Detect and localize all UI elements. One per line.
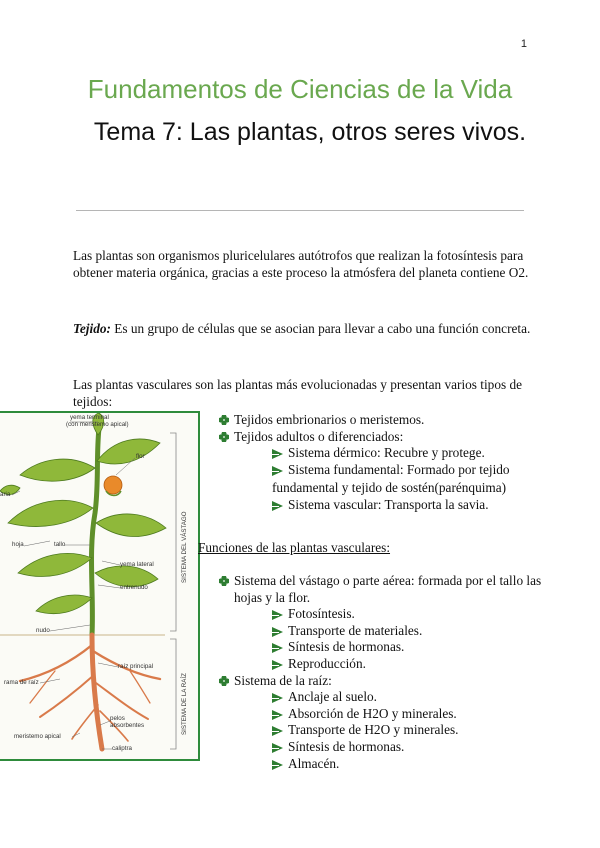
label-raiz-principal: raíz principal (118, 663, 154, 670)
label-absorbentes: absorbentes (110, 722, 145, 729)
title-divider (76, 210, 524, 211)
list-item-raiz: Sistema de la raíz: (216, 673, 546, 690)
tejido-definition (73, 320, 543, 337)
label-flor: flor (136, 453, 145, 460)
tejido-term: Tejido: (73, 321, 111, 336)
list-item-adultos: Tejidos adultos o diferenciados: (216, 429, 556, 446)
intro-paragraph: Las plantas son organismos pluricelulares autótrofos que realizan la fotosíntesis para obtener materia orgánica, gracias a este proceso la atmósfera del planeta contiene O2. (73, 248, 529, 280)
list-item-embrionarios: Tejidos embrionarios o meristemos. (216, 412, 556, 429)
list-item-sintesis-hormonas-2: Síntesis de hormonas. (216, 739, 546, 756)
label-yema-lateral: yema lateral (120, 561, 154, 568)
list-item-reproduccion: Reproducción. (216, 656, 546, 673)
list-item-vascular: Sistema vascular: Transporta la savia. (216, 497, 556, 514)
list-item-absorcion: Absorción de H2O y minerales. (216, 706, 546, 723)
vascular-intro: Las plantas vasculares son las plantas más evolucionadas y presentan varios tipos de tejidos: (73, 377, 523, 409)
label-yema-terminal: yema terminal (70, 414, 109, 421)
functions-heading: Funciones de las plantas vasculares: (198, 540, 391, 555)
label-sistema-vastago: SISTEMA DEL VÁSTAGO (181, 511, 188, 583)
list-item-fundamental: Sistema fundamental: Formado por tejido (216, 462, 556, 479)
plant-illustration (0, 413, 198, 759)
vastago-text: Sistema del vástago o parte aérea: formada por el tallo las hojas y la flor. (234, 573, 542, 605)
label-sistema-raiz: SISTEMA DE LA RAÍZ (181, 673, 188, 735)
label-entrenudo: entrenudo (120, 584, 148, 591)
list-item-sintesis-hormonas-1: Síntesis de hormonas. (216, 639, 546, 656)
plant-diagram (0, 411, 200, 761)
label-rama-de-raiz: rama de raíz (4, 679, 39, 686)
list-item-transporte-agua: Transporte de H2O y minerales. (216, 722, 546, 739)
lesson-title: Tema 7: Las plantas, otros seres vivos. (93, 118, 527, 146)
label-nudo: nudo (36, 627, 50, 634)
course-title: Fundamentos de Ciencias de la Vida (87, 74, 513, 104)
label-hoja-left: aria (0, 491, 11, 498)
list-item-fundamental-cont: fundamental y tejido de sostén(parénquima) (272, 480, 507, 496)
functions-list (216, 573, 546, 772)
label-hoja: hoja (12, 541, 24, 548)
label-caliptra: caliptra (112, 745, 132, 752)
list-item-anclaje: Anclaje al suelo. (216, 689, 546, 706)
list-item-vastago (216, 573, 546, 606)
list-item-transporte-materiales: Transporte de materiales. (216, 623, 546, 640)
label-meristemo-apical-note: (con meristemo apical) (66, 421, 129, 428)
list-item-fotosintesis: Fotosíntesis. (216, 606, 546, 623)
label-meristemo-apical: meristemo apical (14, 733, 61, 740)
tejido-text: Es un grupo de células que se asocian para llevar a cabo una función concreta. (110, 321, 531, 336)
list-item-almacen: Almacén. (216, 756, 546, 773)
label-pelos: pelos (110, 715, 125, 722)
tissue-list (216, 412, 556, 514)
label-tallo: tallo (54, 541, 66, 548)
page-number: 1 (520, 38, 527, 50)
list-item-dermico: Sistema dérmico: Recubre y protege. (216, 445, 556, 462)
